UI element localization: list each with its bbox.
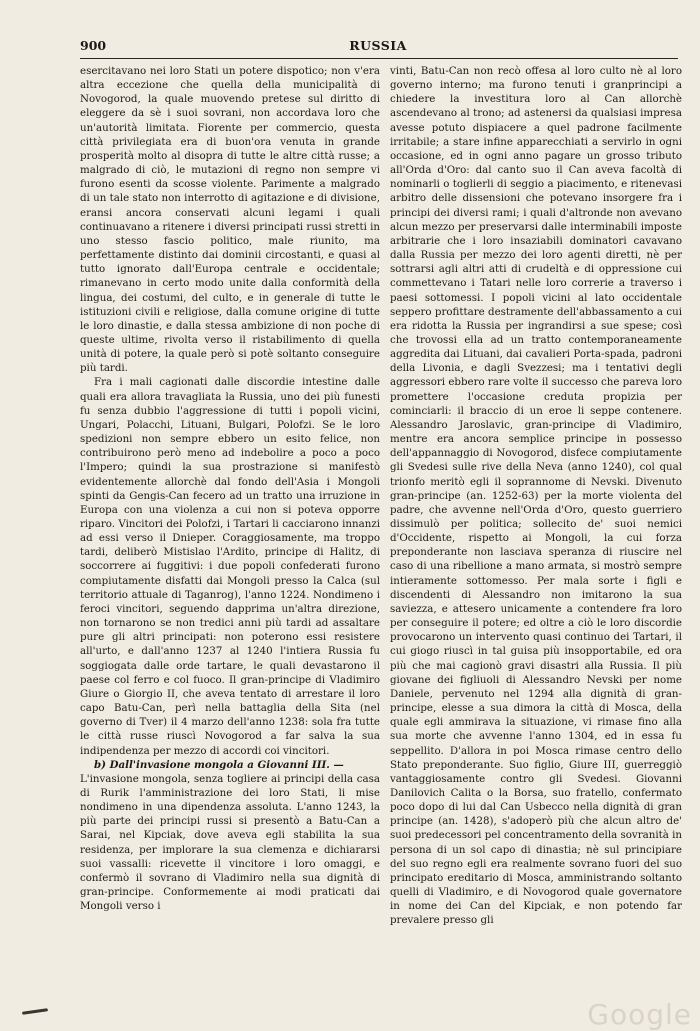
section-paragraph [80,758,380,772]
paragraph: Fra i mali cagionati dalle discordie intestine dalle quali era allora travagliata la Russia, uno dei più funesti fu senza dubbio l'aggressione di tutti i popoli vicini, Ungari, Polacchi, Lituani, Bulgari, Polofzi. Se le loro spedizioni non sempre ebbero un esito felice, non contribuirono però meno ad indebolire a poco a poco l'Impero; quindi la sua prostrazione si manifestò evidentemente allorchè dal fondo dell'Asia i Mongoli spinti da Gengis-Can fecero ad un tratto una irruzione in Europa con una violenza a cui non si poteva opporre riparo. Vincitori dei Polofzi, i Tartari li cacciarono innanzi ad essi verso il Dnieper. Coraggiosamente, ma troppo tardi, deliberò Mistislao l'Ardito, principe di Halitz, di soccorrere ai fuggitivi: i due popoli confederati furono compiutamente disfatti dai Mongoli presso la Calca (sul territorio attuale di Taganrog), l'anno 1224. Nondimeno i feroci vincitori, seguendo dapprima un'altra direzione, non tornarono se non tredici anni più tardi ad assaltare pure gli altri principati: non poterono essi resistere all'urto, e dall'anno 1237 al 1240 l'intiera Russia fu soggiogata dalle orde tartare, le quali devastarono il paese col ferro e col fuoco. Il gran-principe di Vladimiro Giure o Giorgio II, che aveva tentato di arrestare il loro capo Batu-Can, perì nella battaglia della Sita (nel governo di Tver) il 4 marzo dell'anno 1238: sola fra tutte le città russe riuscì Novogorod a far salva la sua indipendenza per mezzo di accordi coi vincitori. [80,376,380,757]
section-title: b) Dall'invasione mongola a Giovanni III. — [94,758,344,771]
watermark-logo: Google [587,998,692,1031]
paragraph: L'invasione mongola, senza togliere ai principi della casa di Rurik l'amministrazione dei loro Stati, li mise nondimeno in una dipendenza assoluta. L'anno 1243, la più parte dei principi russi si presentò a Batu-Can a Sarai, nel Kipciak, dove aveva egli stabilita la sua residenza, per implorare la sua clemenza e dichiararsi suoi vassalli: ricevette il vincitore i loro omaggi, e confermò il sovrano di Vladimiro nella sua dignità di gran-principe. Conformemente ai modi praticati dai Mongoli verso i [80,772,380,913]
right-column [390,64,682,1024]
running-title: RUSSIA [349,38,407,53]
scan-mark [22,1008,48,1015]
page-header [80,38,676,58]
paragraph: esercitavano nei loro Stati un potere dispotico; non v'era altra eccezione che quella della municipalità di Novogorod, la quale muovendo pretese sul diritto di eleggere da sè i suoi sovrani, non accordava loro che un'autorità limitata. Fiorente per commercio, questa città privilegiata era di buon'ora venuta in grande prosperità molto al disopra di tutte le altre città russe; a malgrado di ciò, le mutazioni di regno non sempre vi furono esenti da scosse violente. Parimente a malgrado di un tale stato non interrotto di agitazione e di divisione, eransi ancora conservati alcuni legami i quali continuavano a ritenere i diversi principati russi stretti in uno stesso fascio politico, male riunito, ma perfettamente distinto dai dominii circostanti, e quasi al tutto ignorato dall'Europa centrale e occidentale; rimanevano in certo modo unite dalla conformità della lingua, dei costumi, del culto, e in generale di tutte le istituzioni civili e religiose, dalla comune origine di tutte le loro dinastie, e dalla stessa ambizione di non poche di queste ultime, rivolta verso il ristabilimento di quella unità di potere, la quale però si potè soltanto conseguire più tardi. [80,65,380,375]
left-column [80,64,380,1024]
paragraph: vinti, Batu-Can non recò offesa al loro culto nè al loro governo interno; ma furono tenuti i granprincipi a chiedere la investitura loro al Can allorchè ascendevano al trono; ad astenersi da qualsiasi impresa avesse potuto dispiacere a quel padrone facilmente irritabile; a stare infine apparecchiati a servirlo in ogni occasione, ed in ogni anno pagare un grosso tributo all'Orda d'Oro: dal canto suo il Can aveva facoltà di nominarli o toglierli di seggio a piacimento, e ritenevasi arbitro delle dissensioni che potevano insorgere fra i principi dei diversi rami; i quali d'altronde non avevano alcun mezzo per preservarsi dalle interminabili imposte arbitrarie che i loro insaziabili dominatori cavavano dalla Russia per mezzo dei loro agenti diretti, nè per sottrarsi agli altri atti di crudeltà e di oppressione cui commettevano i Tatari nelle loro correrie a traverso i paesi sottomessi. I popoli vicini al lato occidentale seppero profittare destramente dell'abbassamento a cui era ridotta la Russia per ingrandirsi a sue spese; così che trovossi ella ad un tratto contemporaneamente aggredita dai Lituani, dai cavalieri Porta-spada, padroni della Livonia, e dagli Svezzesi; ma i tentativi degli aggressori ebbero rare volte il successo che pareva loro promettere l'occasione creduta propizia per cominciarli: il braccio di un eroe li seppe contenere. Alessandro Jaroslavic, gran-principe di Vladimiro, mentre era ancora semplice principe in possesso dell'appannaggio di Novogorod, disfece compiutamente gli Svedesi sulle rive della Neva (anno 1240), col qual trionfo meritò egli il soprannome di Nevski. Divenuto gran-principe (an. 1252-63) per la morte violenta del padre, che avvenne nell'Orda d'Oro, questo guerriero dissimulò per politica; sollecito de' suoi nemici d'Occidente, rispetto ai Mongoli, la cui forza preponderante non lasciava speranza di riuscire nel caso di una ribellione a mano armata, si mostrò sempre intieramente sottomesso. Per mala sorte i figli e discendenti di Alessandro non imitarono la sua saviezza, e attesero unicamente a contendere fra loro per conseguire il potere; ed oltre a ciò le loro discordie provocarono un intervento quasi continuo dei Tartari, il cui giogo riuscì in tal guisa più insopportabile, ed ora più che mai cagionò gravi disastri alla Russia. Il più giovane dei figliuoli di Alessandro Nevski per nome Daniele, pervenuto nel 1294 alla dignità di gran-principe, elesse a sua dimora la città di Mosca, della quale egli ammirava la situazione, vi rimase fino alla sua morte che avvenne l'anno 1304, ed in essa fu seppellito. D'allora in poi Mosca rimase centro dello Stato preponderante. Suo figlio, Giure III, guerreggiò vantaggiosamente contro gli Svedesi. Giovanni Danilovich Calita o la Borsa, suo fratello, confermato poco dopo di lui dal Can Usbecco nella dignità di gran principe (an. 1428), s'adoperò più che alcun altro de' suoi predecessori pel concentramento della sovranità in persona di un sol capo di dinastia; nè sul principiare del suo regno egli era realmente sovrano fuori del suo principato ereditario di Mosca, amministrando soltanto quelli di Vladimiro, e di Novogorod quale governatore in nome dei Can del Kipciak, e non potendo far prevalere presso gli [390,65,682,927]
header-rule [80,58,678,59]
page-number: 900 [80,38,107,53]
